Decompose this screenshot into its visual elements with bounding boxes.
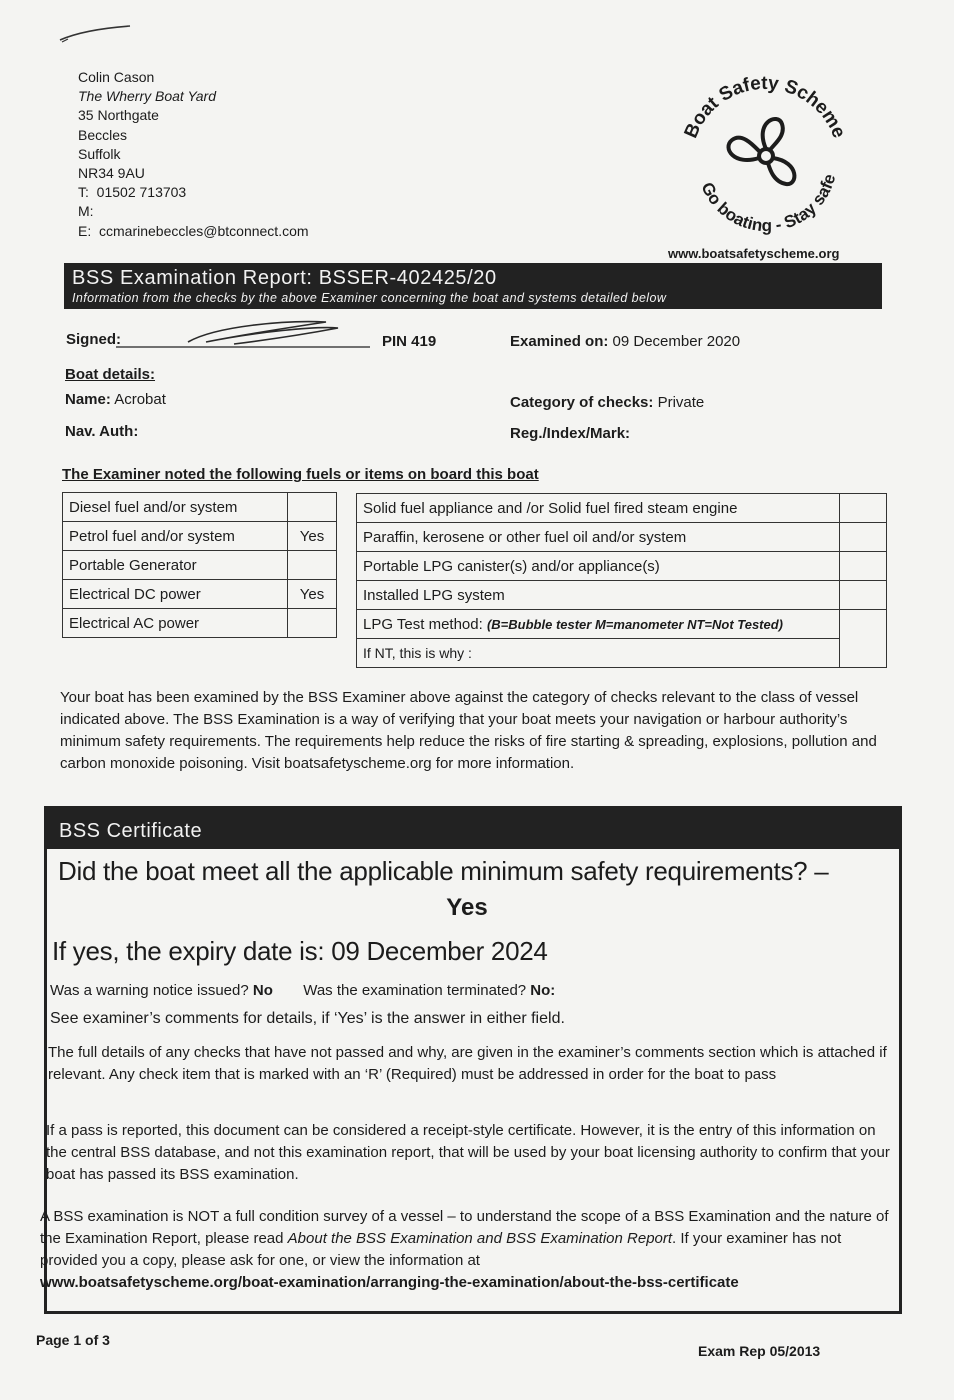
propeller-icon — [728, 119, 794, 184]
signed-label: Signed: — [66, 331, 121, 348]
report-title: BSS Examination Report: BSSER-402425/20 — [72, 267, 497, 289]
nt-reason-label: If NT, this is why : — [357, 639, 840, 668]
expiry-date: 09 December 2024 — [331, 936, 548, 966]
table-row — [63, 609, 337, 638]
fuel-value: Yes — [288, 522, 337, 551]
logo-url: www.boatsafetyscheme.org — [668, 246, 840, 261]
fuel-value — [288, 609, 337, 638]
reg-mark-label: Reg./Index/Mark: — [510, 425, 631, 442]
examiner-phone-row — [78, 183, 309, 202]
fuel-label: Portable Generator — [63, 551, 288, 580]
report-header-bar — [64, 263, 882, 309]
examined-date: 09 December 2020 — [612, 333, 741, 350]
phone-label: T: — [78, 184, 89, 201]
pin-number: PIN 419 — [382, 333, 437, 350]
category-row — [510, 394, 704, 411]
examiner-address — [78, 68, 309, 241]
terminated-value: No: — [530, 982, 556, 999]
scope-doc-title: About the BSS Examination and BSS Examination Report — [287, 1230, 673, 1247]
table-row — [63, 551, 337, 580]
logo-text-top: Boat Safety Scheme — [680, 72, 850, 142]
examiner-town: Beccles — [78, 126, 128, 143]
boat-name: Acrobat — [114, 391, 166, 408]
fuels-heading: The Examiner noted the following fuels or items on board this boat — [62, 466, 539, 483]
fuels-table-left — [62, 492, 337, 638]
lpg-method-value — [840, 610, 887, 668]
terminated-label: Was the examination terminated? — [303, 982, 527, 999]
intro-paragraph: Your boat has been examined by the BSS Examiner above against the category of checks relevant to the class of vessel indicated above. The BSS Examination is a way of verifying that your boat meets your navigation or harbour authority’s minimum safety requirements. The requirements help reduce the risks of fire starting & spreading, explosions, pollution and carbon monoxide poisoning. Visit boatsafetyscheme.org for more information. — [60, 689, 877, 772]
table-row — [357, 523, 887, 552]
details-paragraph: The full details of any checks that have not passed and why, are given in the examiner’s comments section which is attached if relevant. Any check item that is marked with an ‘R’ (Required) must be addressed in order for the boat to pass — [48, 1044, 887, 1083]
fuel-value — [840, 523, 887, 552]
examiner-street: 35 Northgate — [78, 107, 159, 124]
category-label: Category of checks: — [510, 394, 654, 411]
examined-label: Examined on: — [510, 333, 609, 350]
fuel-label: Portable LPG canister(s) and/or appliance(s) — [357, 552, 840, 581]
table-row — [357, 581, 887, 610]
boat-name-row — [65, 391, 166, 408]
signature-image — [116, 312, 372, 352]
email-label: E: — [78, 222, 92, 239]
table-row — [357, 494, 887, 523]
fuels-table-right — [356, 493, 887, 668]
boat-name-label: Name: — [65, 391, 111, 408]
warning-row — [50, 982, 555, 999]
examiner-name: Colin Cason — [78, 69, 155, 85]
pen-mark-decoration — [58, 22, 138, 46]
fuel-label: Electrical DC power — [63, 580, 288, 609]
fuel-label: Paraffin, kerosene or other fuel oil and/or system — [357, 523, 840, 552]
warning-label: Was a warning notice issued? — [50, 982, 249, 999]
scope-paragraph — [40, 1206, 896, 1294]
table-row — [63, 580, 337, 609]
scope-text-b: . If your examiner has not provided you a copy, please ask for one, or view the information at — [40, 1230, 842, 1269]
signed-row — [66, 331, 121, 348]
logo-text-bottom: Go boating - Stay safe — [697, 171, 840, 236]
safety-answer: Yes — [446, 894, 488, 921]
fuel-value — [288, 493, 337, 522]
examiner-county: Suffolk — [78, 145, 121, 162]
see-comments: See examiner’s comments for details, if ‘Yes’ is the answer in either field. — [50, 1010, 565, 1027]
fuel-label: Installed LPG system — [357, 581, 840, 610]
report-subtitle: Information from the checks by the above Examiner concerning the boat and systems detailed below — [72, 291, 667, 305]
examiner-company: The Wherry Boat Yard — [78, 88, 216, 105]
table-row — [357, 639, 887, 668]
mobile-label: M: — [78, 203, 94, 220]
lpg-method-hint: (B=Bubble tester M=manometer NT=Not Tested) — [486, 616, 784, 632]
fuel-value — [840, 494, 887, 523]
scope-text-a: A BSS examination is NOT a full condition survey of a vessel – to understand the scope of a BSS Examination and the nature of the Examination Report, please read — [40, 1208, 889, 1247]
fuel-label: Solid fuel appliance and /or Solid fuel fired steam engine — [357, 494, 840, 523]
safety-question: Did the boat meet all the applicable minimum safety requirements? – — [58, 856, 829, 886]
warning-value: No — [252, 982, 273, 999]
lpg-method-label: LPG Test method: — [363, 615, 483, 633]
fuel-value: Yes — [288, 580, 337, 609]
examiner-phone: 01502 713703 — [96, 184, 187, 201]
table-row — [63, 522, 337, 551]
fuel-label: Electrical AC power — [63, 609, 288, 638]
fuel-value — [840, 552, 887, 581]
examined-row — [510, 333, 740, 350]
fuel-value — [288, 551, 337, 580]
nav-auth-label: Nav. Auth: — [65, 423, 139, 440]
lpg-test-method — [357, 610, 840, 639]
certificate-heading: BSS Certificate — [47, 809, 899, 849]
expiry-label: If yes, the expiry date is: — [52, 936, 325, 966]
page-number: Page 1 of 3 — [36, 1332, 110, 1348]
boat-details-heading: Boat details: — [65, 366, 156, 383]
examiner-email: ccmarinebeccles@btconnect.com — [99, 222, 309, 239]
expiry-row — [52, 936, 548, 967]
svg-text:Go boating - Stay safe — [697, 172, 839, 235]
fuel-label: Petrol fuel and/or system — [63, 522, 288, 551]
examiner-mobile-row — [78, 202, 309, 221]
fuel-label: Diesel fuel and/or system — [63, 493, 288, 522]
fuel-value — [840, 581, 887, 610]
examiner-postcode: NR34 9AU — [78, 165, 145, 182]
boat-safety-scheme-logo — [670, 62, 860, 252]
category-value: Private — [657, 394, 705, 411]
examiner-email-row — [78, 222, 309, 241]
table-row — [63, 493, 337, 522]
table-row — [357, 610, 887, 639]
table-row — [357, 552, 887, 581]
form-revision: Exam Rep 05/2013 — [698, 1343, 821, 1359]
receipt-paragraph: If a pass is reported, this document can be considered a receipt-style certificate. However, it is the entry of this information on the central BSS database, and not this examination report, that will be used by your boat licensing authority to confirm that your boat has passed its BSS examination. — [46, 1122, 890, 1183]
certificate-info-link[interactable]: www.boatsafetyscheme.org/boat-examination/arranging-the-examination/about-the-bss-certificate — [40, 1274, 739, 1291]
